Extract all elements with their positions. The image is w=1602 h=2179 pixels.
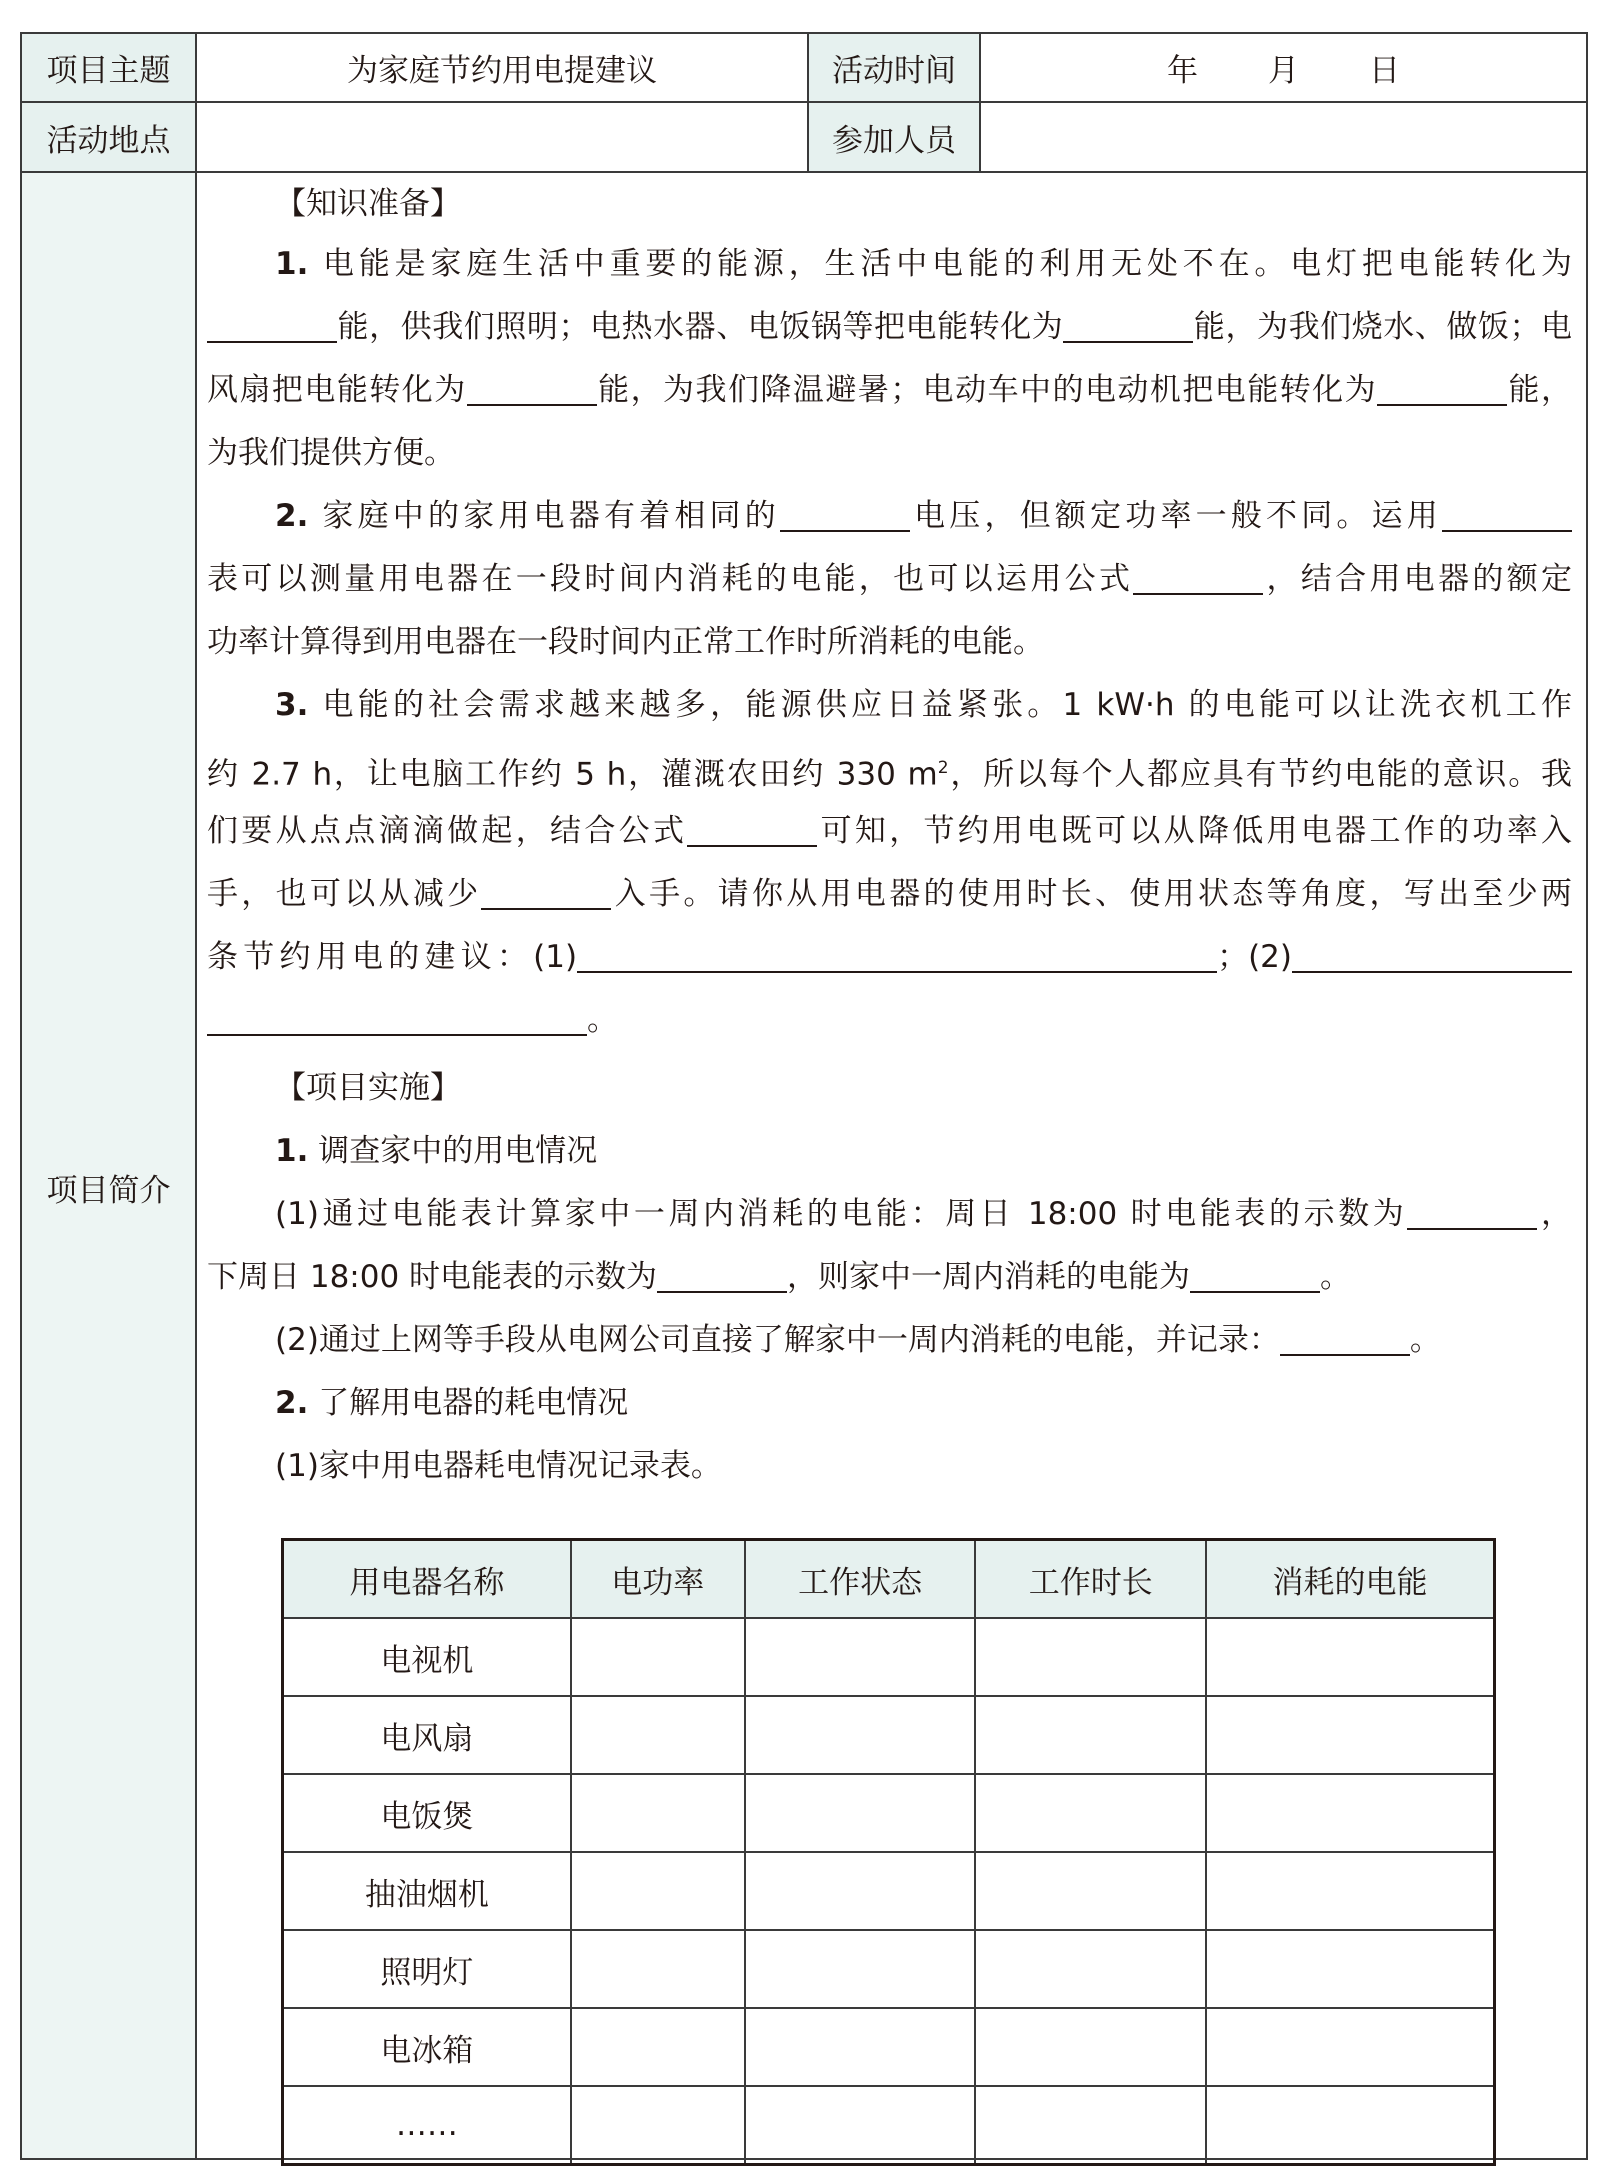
table-cell[interactable]	[975, 2086, 1206, 2165]
item-number: 1.	[275, 1133, 309, 1169]
people-value	[981, 103, 1586, 173]
knowledge-p2-line2	[207, 557, 1572, 601]
table-cell[interactable]	[1206, 2086, 1494, 2165]
knowledge-p3-line4	[207, 872, 1572, 916]
table-cell[interactable]	[571, 1774, 745, 1852]
item-number: 1.	[275, 246, 309, 282]
step2-line1: (1)家中用电器耗电情况记录表。	[275, 1448, 722, 1484]
table-cell[interactable]	[745, 1618, 976, 1696]
answer-blank[interactable]	[1190, 1259, 1320, 1293]
text: 们要从点点滴滴做起，结合公式	[207, 813, 688, 849]
table-cell[interactable]	[745, 2008, 976, 2086]
table-cell[interactable]	[571, 1618, 745, 1696]
answer-blank[interactable]	[577, 939, 1217, 973]
appliance-name: 抽油烟机	[283, 1852, 571, 1930]
answer-blank[interactable]	[1377, 372, 1507, 406]
table-cell[interactable]	[975, 2008, 1206, 2086]
knowledge-p2-line3: 功率计算得到用电器在一段时间内正常工作时所消耗的电能。	[207, 624, 1044, 660]
theme-label: 项目主题	[22, 34, 197, 103]
table-cell[interactable]	[571, 2086, 745, 2165]
knowledge-p3-line6	[207, 998, 1572, 1042]
table-cell[interactable]	[1206, 2008, 1494, 2086]
answer-blank[interactable]	[1407, 1196, 1537, 1230]
table-cell[interactable]	[975, 1774, 1206, 1852]
activity-date	[981, 34, 1586, 103]
step1-title	[207, 1129, 1572, 1173]
place-label: 活动地点	[22, 103, 197, 173]
table-cell[interactable]	[975, 1696, 1206, 1774]
table-cell[interactable]	[745, 1774, 976, 1852]
text: 条节约用电的建议：(1)	[207, 939, 578, 975]
theme-value: 为家庭节约用电提建议	[197, 34, 809, 103]
table-cell[interactable]	[745, 1852, 976, 1930]
table-cell[interactable]	[1206, 1696, 1494, 1774]
table-cell[interactable]	[1206, 1618, 1494, 1696]
text: 能，为我们烧水、做饭；电	[1193, 309, 1573, 345]
text: ，所以每个人都应具有节约电能的意识。我	[948, 756, 1573, 793]
knowledge-p2-line1	[207, 494, 1572, 538]
answer-blank[interactable]	[481, 876, 611, 910]
text: 能，	[1507, 372, 1573, 408]
text: 。	[1320, 1259, 1352, 1295]
item-number: 2.	[275, 498, 309, 534]
text: (1)通过电能表计算家中一周内消耗的电能：周日 18:00 时电能表的示数为	[275, 1196, 1408, 1232]
answer-blank[interactable]	[207, 309, 337, 343]
answer-blank[interactable]	[1292, 939, 1572, 973]
time-label: 活动时间	[809, 34, 981, 103]
table-cell[interactable]	[571, 1852, 745, 1930]
answer-blank[interactable]	[207, 1002, 587, 1036]
answer-blank[interactable]	[1442, 498, 1572, 532]
table-cell[interactable]	[571, 1930, 745, 2008]
text: 电能的社会需求越来越多，能源供应日益紧张。1 kW·h 的电能可以让洗衣机工作	[308, 687, 1572, 723]
knowledge-p1-line3	[207, 368, 1572, 412]
appliance-name: 电冰箱	[283, 2008, 571, 2086]
knowledge-p3-line1	[207, 683, 1572, 727]
worksheet	[20, 32, 1588, 2160]
answer-blank[interactable]	[467, 372, 597, 406]
item-number: 3.	[275, 687, 309, 723]
text: 可知，节约用电既可以从降低用电器工作的功率入	[817, 813, 1573, 849]
item-number: 2.	[275, 1385, 309, 1421]
text: 约 2.7 h，让电脑工作约 5 h，灌溉农田约 330 m	[207, 756, 938, 793]
text: ，	[1537, 1196, 1572, 1232]
text: 手，也可以从减少	[207, 876, 482, 912]
table-header-row	[283, 1540, 1495, 1619]
table-row	[283, 1930, 1495, 2008]
answer-blank[interactable]	[1133, 561, 1263, 595]
people-label: 参加人员	[809, 103, 981, 173]
column-header: 电功率	[571, 1540, 745, 1619]
text: ；(2)	[1217, 939, 1292, 975]
table-cell[interactable]	[1206, 1774, 1494, 1852]
answer-blank[interactable]	[1280, 1322, 1410, 1356]
knowledge-p1-line1	[207, 242, 1572, 286]
date-year: 年	[1167, 53, 1198, 89]
text: 家庭中的家用电器有着相同的	[308, 498, 780, 534]
side-column	[22, 173, 197, 2158]
text: 能，供我们照明；电热水器、电饭锅等把电能转化为	[337, 309, 1064, 345]
table-row	[283, 1774, 1495, 1852]
answer-blank[interactable]	[687, 813, 817, 847]
column-header: 工作状态	[745, 1540, 976, 1619]
knowledge-p3-line5	[207, 935, 1572, 979]
appliance-name: ……	[283, 2086, 571, 2165]
knowledge-p1-line2	[207, 305, 1572, 349]
column-header: 工作时长	[975, 1540, 1206, 1619]
column-header: 用电器名称	[283, 1540, 571, 1619]
text: 电压，但额定功率一般不同。运用	[909, 498, 1443, 534]
table-cell[interactable]	[975, 1618, 1206, 1696]
date-day: 日	[1369, 53, 1400, 89]
table-row	[283, 1618, 1495, 1696]
knowledge-p3-line2	[207, 746, 1572, 796]
text: (2)通过上网等手段从电网公司直接了解家中一周内消耗的电能，并记录：	[275, 1322, 1280, 1358]
text: 。	[587, 1002, 618, 1038]
side-label: 项目简介	[46, 1173, 171, 1209]
text: 入手。请你从用电器的使用时长、使用状态等角度，写出至少两	[611, 876, 1573, 912]
table-cell[interactable]	[571, 1696, 745, 1774]
text: 调查家中的用电情况	[308, 1133, 598, 1169]
place-value	[197, 103, 809, 173]
table-cell[interactable]	[745, 2086, 976, 2165]
implementation-heading: 【项目实施】	[275, 1070, 461, 1106]
text: 表可以测量用电器在一段时间内消耗的电能，也可以运用公式	[207, 561, 1134, 597]
knowledge-heading: 【知识准备】	[275, 186, 461, 222]
appliance-name: 照明灯	[283, 1930, 571, 2008]
date-month: 月	[1268, 53, 1299, 89]
text: 了解用电器的耗电情况	[308, 1385, 629, 1421]
table-cell[interactable]	[745, 1930, 976, 2008]
table-cell[interactable]	[975, 1930, 1206, 2008]
knowledge-p1-line4: 为我们提供方便。	[207, 435, 455, 471]
text: 下周日 18:00 时电能表的示数为	[207, 1259, 658, 1295]
knowledge-p3-line3	[207, 809, 1572, 853]
table-row	[283, 2086, 1495, 2165]
table-cell[interactable]	[975, 1852, 1206, 1930]
column-header: 消耗的电能	[1206, 1540, 1494, 1619]
text: ，结合用电器的额定	[1263, 561, 1572, 597]
appliance-name: 电视机	[283, 1618, 571, 1696]
table-row	[283, 2008, 1495, 2086]
step2-title	[207, 1381, 1572, 1425]
table-cell[interactable]	[571, 2008, 745, 2086]
text: 能，为我们降温避暑；电动车中的电动机把电能转化为	[596, 372, 1378, 408]
answer-blank[interactable]	[1063, 309, 1193, 343]
step1-line3	[207, 1318, 1572, 1362]
step1-line1	[207, 1192, 1572, 1236]
appliance-name: 电风扇	[283, 1696, 571, 1774]
superscript: 2	[937, 758, 949, 778]
text: ，则家中一周内消耗的电能为	[787, 1259, 1191, 1295]
text: 。	[1409, 1322, 1441, 1358]
table-row	[283, 1696, 1495, 1774]
appliance-record-table	[281, 1538, 1496, 2166]
appliance-name: 电饭煲	[283, 1774, 571, 1852]
text: 风扇把电能转化为	[207, 372, 467, 408]
table-cell[interactable]	[1206, 1852, 1494, 1930]
answer-blank[interactable]	[780, 498, 910, 532]
table-row	[283, 1852, 1495, 1930]
step1-line2	[207, 1255, 1572, 1299]
text: 电能是家庭生活中重要的能源，生活中电能的利用无处不在。电灯把电能转化为	[308, 246, 1572, 282]
table-cell[interactable]	[1206, 1930, 1494, 2008]
table-cell[interactable]	[745, 1696, 976, 1774]
answer-blank[interactable]	[657, 1259, 787, 1293]
